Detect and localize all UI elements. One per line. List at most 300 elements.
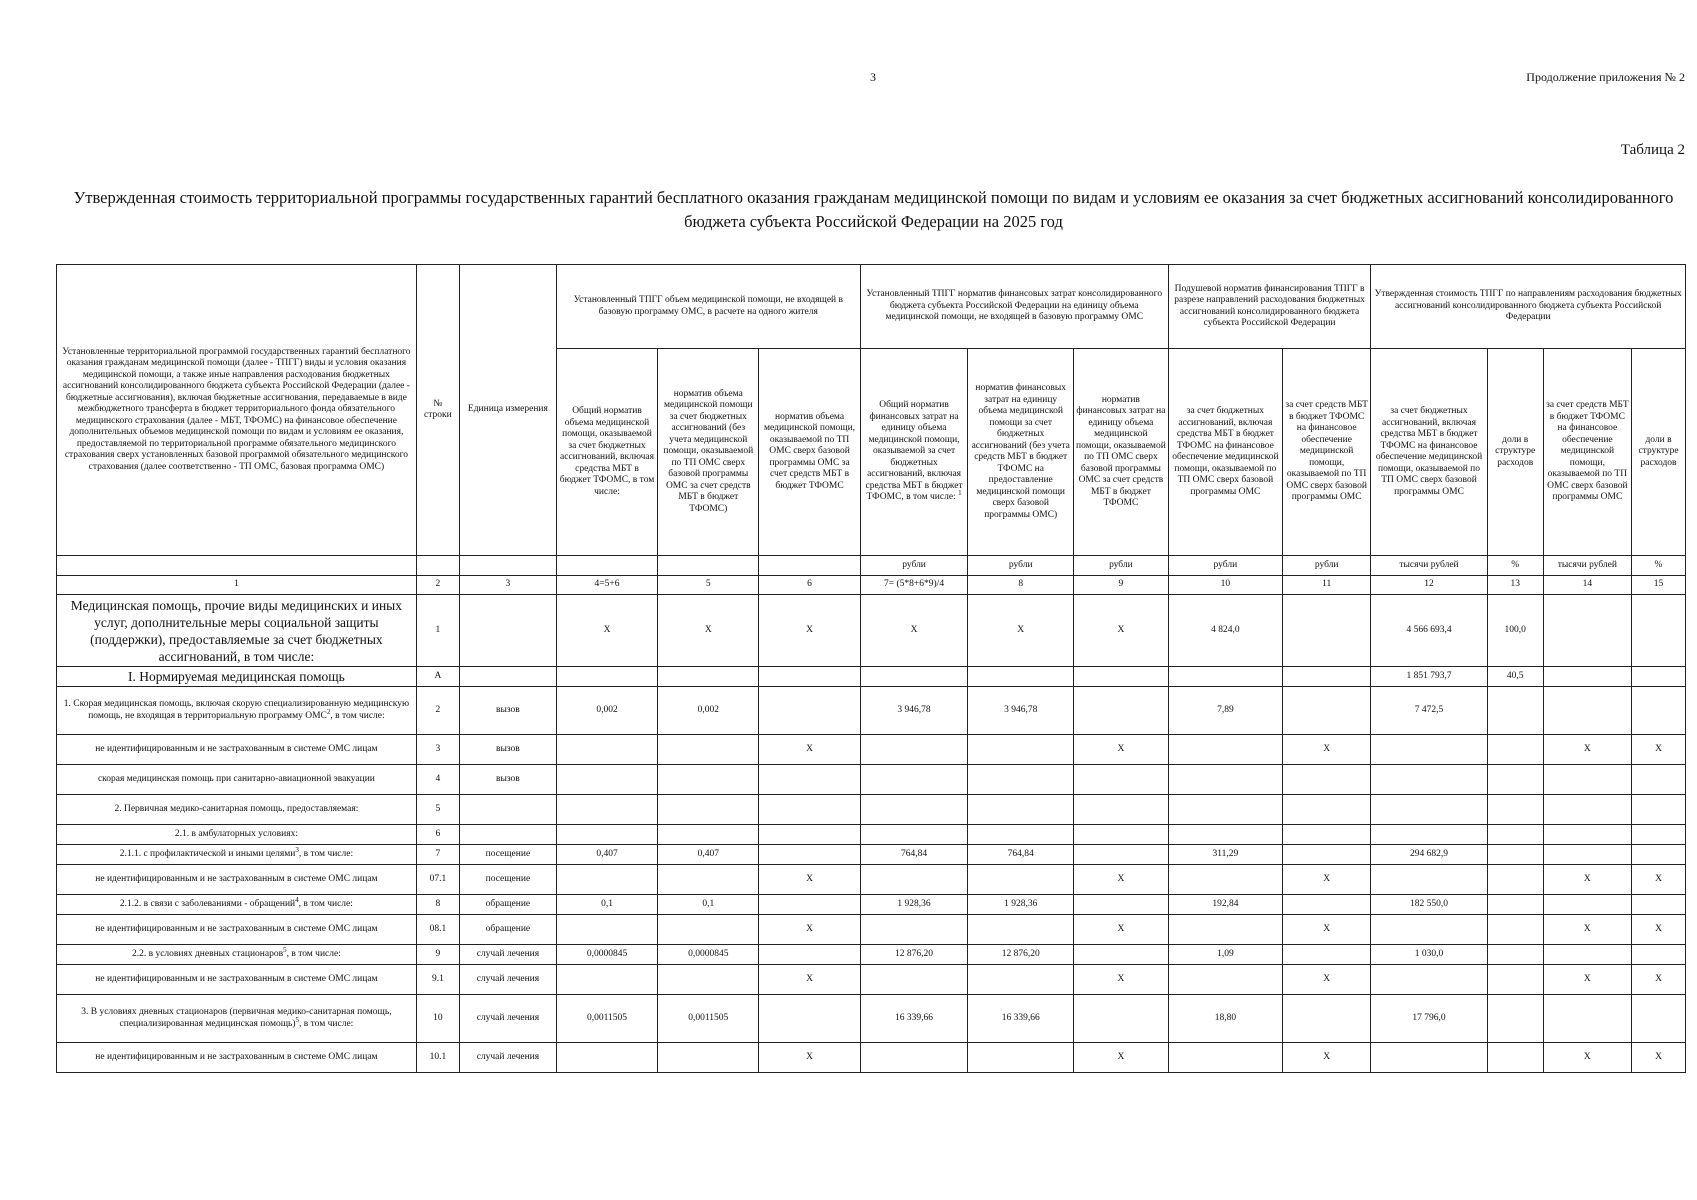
value-cell-col-9 — [1074, 687, 1169, 735]
value-cell-col-9: X — [1074, 865, 1169, 895]
value-cell-col-8 — [968, 667, 1074, 687]
footnote-mark: 3 — [295, 845, 299, 854]
value-cell-col-4 — [556, 667, 657, 687]
value-cell-col-11 — [1282, 945, 1370, 965]
value-cell-col-6: X — [759, 865, 860, 895]
value-cell-col-12 — [1371, 865, 1487, 895]
value-cell-col-6 — [759, 667, 860, 687]
value-cell-col-7: 3 946,78 — [860, 687, 968, 735]
row-label — [57, 915, 417, 945]
table-row — [57, 945, 1686, 965]
units-cell-empty — [57, 556, 417, 576]
value-cell-col-11 — [1282, 895, 1370, 915]
value-cell-col-14 — [1543, 895, 1631, 915]
units-cell-empty — [658, 556, 759, 576]
row-number: 8 — [416, 895, 459, 915]
page-number: 3 — [870, 70, 876, 84]
row-label-text: не идентифицированным и не застрахованным в системе ОМС лицам — [95, 743, 378, 754]
value-cell-col-8 — [968, 865, 1074, 895]
value-cell-col-11: X — [1282, 965, 1370, 995]
row-number: 10 — [416, 995, 459, 1043]
column-number: 8 — [968, 576, 1074, 595]
row-unit — [459, 667, 556, 687]
value-cell-col-6: X — [759, 595, 860, 667]
row-unit: обращение — [459, 915, 556, 945]
value-cell-col-8 — [968, 735, 1074, 765]
col-5-header: норматив объема медицинской помощи за счет бюджетных ассигнований (без учета медицинской помощи, оказываемой по ТП ОМС сверх базовой программы ОМС за счет средств МБТ в бюджет ТФОМС) — [658, 349, 759, 556]
value-cell-col-4: 0,002 — [556, 687, 657, 735]
units-cell: рубли — [1168, 556, 1282, 576]
value-cell-col-7 — [860, 667, 968, 687]
row-number: 1 — [416, 595, 459, 667]
row-label-text: не идентифицированным и не застрахованным в системе ОМС лицам — [95, 873, 378, 884]
value-cell-col-5 — [658, 865, 759, 895]
value-cell-col-10 — [1168, 965, 1282, 995]
value-cell-col-8 — [968, 795, 1074, 825]
row-unit: случай лечения — [459, 995, 556, 1043]
value-cell-col-6: X — [759, 1043, 860, 1073]
column-number: 15 — [1632, 576, 1686, 595]
group-volume-header: Установленный ТПГГ объем медицинской помощи, не входящей в базовую программу ОМС, в расчете на одного жителя — [556, 265, 860, 349]
value-cell-col-11 — [1282, 795, 1370, 825]
value-cell-col-15 — [1632, 895, 1686, 915]
col-1-header: Установленные территориальной программой государственных гарантий бесплатного оказания гражданам медицинской помощи (далее - ТПГГ) виды и условия оказания медицинской помощи, а также иные направления расходования бюджетных ассигнований консолидированного бюджета субъекта Российской Федерации (далее - бюджетные ассигнования), включая бюджетные ассигнования, передаваемые в виде межбюджетного трансферта в бюджет территориального фонда обязательного медицинского страхования (далее - МБТ, ТФОМС) на финансовое обеспечение дополнительных объемов медицинской помощи по видам и условиям ее оказания, предоставляемой по территориальной программе обязательного медицинского страхования сверх установленных базовой программой обязательного медицинского страхования (далее соответственно - ТП ОМС, базовая программа ОМС) — [57, 265, 417, 556]
units-cell-empty — [759, 556, 860, 576]
value-cell-col-7: 16 339,66 — [860, 995, 968, 1043]
row-label — [57, 595, 417, 667]
value-cell-col-12 — [1371, 735, 1487, 765]
value-cell-col-11 — [1282, 595, 1370, 667]
value-cell-col-6: X — [759, 735, 860, 765]
value-cell-col-5: 0,0011505 — [658, 995, 759, 1043]
value-cell-col-13 — [1487, 735, 1543, 765]
value-cell-col-9 — [1074, 667, 1169, 687]
value-cell-col-5 — [658, 915, 759, 945]
row-label-text: 3. В условиях дневных стационаров (первичная медико-санитарная помощь, специализированная медицинская помощь) — [81, 1007, 392, 1029]
col-11-header: за счет средств МБТ в бюджет ТФОМС на финансовое обеспечение медицинской помощи, оказываемой по ТП ОМС сверх базовой программы ОМС — [1282, 349, 1370, 556]
table-row — [57, 865, 1686, 895]
column-number: 4=5+6 — [556, 576, 657, 595]
value-cell-col-10 — [1168, 915, 1282, 945]
col-7-header-text: Общий норматив финансовых затрат на единицу объема медицинской помощи, оказываемой за счет бюджетных ассигнований, включая средства МБТ в бюджет ТФОМС, в том числе: — [865, 400, 963, 503]
footnote-mark: 5 — [283, 945, 287, 954]
row-number: 9.1 — [416, 965, 459, 995]
value-cell-col-11: X — [1282, 865, 1370, 895]
value-cell-col-7: 764,84 — [860, 845, 968, 865]
value-cell-col-14 — [1543, 995, 1631, 1043]
value-cell-col-14 — [1543, 845, 1631, 865]
value-cell-col-5 — [658, 735, 759, 765]
row-label — [57, 995, 417, 1043]
value-cell-col-10 — [1168, 765, 1282, 795]
row-label — [57, 965, 417, 995]
row-number: А — [416, 667, 459, 687]
value-cell-col-12: 1 030,0 — [1371, 945, 1487, 965]
value-cell-col-6 — [759, 895, 860, 915]
column-numbers-row — [57, 576, 1686, 595]
value-cell-col-15: X — [1632, 865, 1686, 895]
units-cell: тысячи рублей — [1371, 556, 1487, 576]
column-number: 6 — [759, 576, 860, 595]
value-cell-col-13 — [1487, 687, 1543, 735]
row-unit: случай лечения — [459, 1043, 556, 1073]
row-label — [57, 735, 417, 765]
value-cell-col-4 — [556, 865, 657, 895]
table-row — [57, 687, 1686, 735]
row-label-text: 2.1.2. в связи с заболеваниями - обращений — [119, 898, 296, 909]
value-cell-col-14: X — [1543, 1043, 1631, 1073]
group-norm-header: Установленный ТПГГ норматив финансовых затрат консолидированного бюджета субъекта Российской Федерации на единицу объема медицинской помощи, не входящей в базовую программу ОМС — [860, 265, 1168, 349]
col-15-header: доли в структуре расходов — [1632, 349, 1686, 556]
col-7-header — [860, 349, 968, 556]
footnote-mark: 4 — [295, 895, 299, 904]
value-cell-col-12: 182 550,0 — [1371, 895, 1487, 915]
value-cell-col-12: 294 682,9 — [1371, 845, 1487, 865]
row-label-text: не идентифицированным и не застрахованным в системе ОМС лицам — [95, 1051, 378, 1062]
row-unit: случай лечения — [459, 945, 556, 965]
table-body — [57, 265, 1686, 1073]
value-cell-col-5: 0,407 — [658, 845, 759, 865]
value-cell-col-8: 3 946,78 — [968, 687, 1074, 735]
row-number: 10.1 — [416, 1043, 459, 1073]
value-cell-col-7 — [860, 1043, 968, 1073]
value-cell-col-10 — [1168, 735, 1282, 765]
value-cell-col-7 — [860, 795, 968, 825]
value-cell-col-10: 1,09 — [1168, 945, 1282, 965]
row-label — [57, 895, 417, 915]
value-cell-col-11 — [1282, 687, 1370, 735]
row-unit — [459, 825, 556, 845]
value-cell-col-5: 0,002 — [658, 687, 759, 735]
value-cell-col-14: X — [1543, 735, 1631, 765]
value-cell-col-4 — [556, 1043, 657, 1073]
row-label — [57, 865, 417, 895]
value-cell-col-14 — [1543, 765, 1631, 795]
value-cell-col-6 — [759, 687, 860, 735]
value-cell-col-10 — [1168, 865, 1282, 895]
value-cell-col-5: 0,0000845 — [658, 945, 759, 965]
value-cell-col-13 — [1487, 765, 1543, 795]
value-cell-col-4: 0,407 — [556, 845, 657, 865]
value-cell-col-13 — [1487, 825, 1543, 845]
value-cell-col-6 — [759, 845, 860, 865]
value-cell-col-6 — [759, 945, 860, 965]
value-cell-col-9 — [1074, 895, 1169, 915]
value-cell-col-5: X — [658, 595, 759, 667]
row-unit: обращение — [459, 895, 556, 915]
value-cell-col-13 — [1487, 1043, 1543, 1073]
value-cell-col-14: X — [1543, 865, 1631, 895]
value-cell-col-15 — [1632, 995, 1686, 1043]
value-cell-col-9 — [1074, 825, 1169, 845]
value-cell-col-14 — [1543, 667, 1631, 687]
row-label-text: скорая медицинская помощь при санитарно-авиационной эвакуации — [97, 773, 375, 784]
row-label — [57, 845, 417, 865]
value-cell-col-15 — [1632, 667, 1686, 687]
value-cell-col-14 — [1543, 687, 1631, 735]
appendix-label: Продолжение приложения № 2 — [1526, 70, 1685, 84]
row-unit: посещение — [459, 845, 556, 865]
value-cell-col-4 — [556, 735, 657, 765]
col-14-header: за счет средств МБТ в бюджет ТФОМС на финансовое обеспечение медицинской помощи, оказываемой по ТП ОМС сверх базовой программы ОМС — [1543, 349, 1631, 556]
value-cell-col-8 — [968, 825, 1074, 845]
value-cell-col-8 — [968, 765, 1074, 795]
row-number: 3 — [416, 735, 459, 765]
col-9-header: норматив финансовых затрат на единицу объема медицинской помощи, оказываемой по ТП ОМС сверх базовой программы ОМС за счет средств МБТ в бюджет ТФОМС — [1074, 349, 1169, 556]
value-cell-col-4: 0,0000845 — [556, 945, 657, 965]
value-cell-col-14 — [1543, 595, 1631, 667]
value-cell-col-4 — [556, 765, 657, 795]
value-cell-col-14 — [1543, 945, 1631, 965]
value-cell-col-12 — [1371, 965, 1487, 995]
value-cell-col-9 — [1074, 795, 1169, 825]
col-3-header: Единица измерения — [459, 265, 556, 556]
row-unit: вызов — [459, 687, 556, 735]
value-cell-col-10: 7,89 — [1168, 687, 1282, 735]
value-cell-col-13 — [1487, 945, 1543, 965]
row-number: 7 — [416, 845, 459, 865]
value-cell-col-9 — [1074, 845, 1169, 865]
value-cell-col-5 — [658, 1043, 759, 1073]
value-cell-col-11 — [1282, 667, 1370, 687]
value-cell-col-14 — [1543, 795, 1631, 825]
row-label-text: 2.1.1. с профилактической и иными целями — [119, 848, 296, 859]
value-cell-col-6 — [759, 795, 860, 825]
column-number: 10 — [1168, 576, 1282, 595]
value-cell-col-7 — [860, 765, 968, 795]
value-cell-col-10: 18,80 — [1168, 995, 1282, 1043]
col-2-header: № строки — [416, 265, 459, 556]
value-cell-col-7 — [860, 735, 968, 765]
value-cell-col-13: 40,5 — [1487, 667, 1543, 687]
value-cell-col-15 — [1632, 765, 1686, 795]
column-number: 13 — [1487, 576, 1543, 595]
value-cell-col-10: 4 824,0 — [1168, 595, 1282, 667]
value-cell-col-4 — [556, 965, 657, 995]
table-row — [57, 595, 1686, 667]
row-number: 08.1 — [416, 915, 459, 945]
value-cell-col-13 — [1487, 845, 1543, 865]
column-number: 2 — [416, 576, 459, 595]
value-cell-col-7: X — [860, 595, 968, 667]
document-title: Утвержденная стоимость территориальной программы государственных гарантий бесплатного оказания гражданам медицинской помощи по видам и условиям ее оказания за счет бюджетных ассигнований консолидированного бюджета субъекта Российской Федерации на 2025 год — [73, 188, 1674, 231]
value-cell-col-11 — [1282, 995, 1370, 1043]
row-number: 9 — [416, 945, 459, 965]
value-cell-col-13 — [1487, 895, 1543, 915]
value-cell-col-14: X — [1543, 915, 1631, 945]
value-cell-col-15: X — [1632, 915, 1686, 945]
col-6-header: норматив объема медицинской помощи, оказываемой по ТП ОМС сверх базовой программы ОМС за счет средств МБТ в бюджет ТФОМС — [759, 349, 860, 556]
row-unit: посещение — [459, 865, 556, 895]
value-cell-col-11: X — [1282, 1043, 1370, 1073]
row-label-suffix: , в том числе: — [330, 710, 385, 721]
table-row — [57, 995, 1686, 1043]
column-number: 11 — [1282, 576, 1370, 595]
table-row — [57, 915, 1686, 945]
value-cell-col-7 — [860, 865, 968, 895]
table-row — [57, 965, 1686, 995]
value-cell-col-12 — [1371, 915, 1487, 945]
units-cell: тысячи рублей — [1543, 556, 1631, 576]
value-cell-col-12 — [1371, 1043, 1487, 1073]
value-cell-col-5 — [658, 795, 759, 825]
row-label — [57, 945, 417, 965]
table-row — [57, 825, 1686, 845]
units-cell-empty — [556, 556, 657, 576]
table-row — [57, 735, 1686, 765]
value-cell-col-9: X — [1074, 1043, 1169, 1073]
value-cell-col-15: X — [1632, 735, 1686, 765]
row-number: 6 — [416, 825, 459, 845]
row-unit — [459, 795, 556, 825]
value-cell-col-10 — [1168, 825, 1282, 845]
value-cell-col-12: 4 566 693,4 — [1371, 595, 1487, 667]
cost-table — [56, 264, 1686, 1073]
group-percapita-header: Подушевой норматив финансирования ТПГГ в разрезе направлений расходования бюджетных ассигнований консолидированного бюджета субъекта Российской Федерации — [1168, 265, 1371, 349]
value-cell-col-7 — [860, 965, 968, 995]
value-cell-col-8: X — [968, 595, 1074, 667]
value-cell-col-12 — [1371, 825, 1487, 845]
header-row-groups — [57, 265, 1686, 349]
value-cell-col-9: X — [1074, 595, 1169, 667]
column-number: 14 — [1543, 576, 1631, 595]
value-cell-col-9: X — [1074, 965, 1169, 995]
value-cell-col-13 — [1487, 965, 1543, 995]
value-cell-col-8: 12 876,20 — [968, 945, 1074, 965]
column-number: 12 — [1371, 576, 1487, 595]
value-cell-col-11 — [1282, 765, 1370, 795]
value-cell-col-5: 0,1 — [658, 895, 759, 915]
row-label-suffix: , в том числе: — [286, 948, 341, 959]
column-number: 7= (5*8+6*9)/4 — [860, 576, 968, 595]
row-label-suffix: , в том числе: — [298, 848, 354, 859]
value-cell-col-6: X — [759, 965, 860, 995]
row-label — [57, 795, 417, 825]
column-number: 1 — [57, 576, 417, 595]
value-cell-col-9: X — [1074, 735, 1169, 765]
value-cell-col-8: 764,84 — [968, 845, 1074, 865]
col-7-footnote: 1 — [958, 489, 962, 498]
table-row — [57, 765, 1686, 795]
value-cell-col-7 — [860, 915, 968, 945]
row-number: 4 — [416, 765, 459, 795]
value-cell-col-14 — [1543, 825, 1631, 845]
row-label-text: не идентифицированным и не застрахованным в системе ОМС лицам — [95, 923, 378, 934]
footnote-mark: 2 — [326, 707, 331, 716]
row-label — [57, 687, 417, 735]
row-label — [57, 825, 417, 845]
value-cell-col-15 — [1632, 945, 1686, 965]
value-cell-col-13 — [1487, 995, 1543, 1043]
value-cell-col-5 — [658, 825, 759, 845]
value-cell-col-10 — [1168, 1043, 1282, 1073]
units-cell: рубли — [860, 556, 968, 576]
value-cell-col-8 — [968, 965, 1074, 995]
value-cell-col-15 — [1632, 687, 1686, 735]
table-row — [57, 1043, 1686, 1073]
value-cell-col-6: X — [759, 915, 860, 945]
row-unit: вызов — [459, 735, 556, 765]
value-cell-col-6 — [759, 825, 860, 845]
row-label-suffix: , в том числе: — [299, 1018, 354, 1029]
value-cell-col-6 — [759, 995, 860, 1043]
value-cell-col-4 — [556, 915, 657, 945]
value-cell-col-9 — [1074, 765, 1169, 795]
value-cell-col-5 — [658, 765, 759, 795]
value-cell-col-7: 12 876,20 — [860, 945, 968, 965]
value-cell-col-9: X — [1074, 915, 1169, 945]
units-cell: рубли — [1074, 556, 1169, 576]
value-cell-col-15 — [1632, 825, 1686, 845]
value-cell-col-10 — [1168, 795, 1282, 825]
value-cell-col-5 — [658, 965, 759, 995]
row-label-text: Медицинская помощь, прочие виды медицинских и иных услуг, дополнительные меры социальной защиты (поддержки), предоставляемые за счет бюджетных ассигнований, в том числе: — [70, 597, 403, 664]
row-unit: вызов — [459, 765, 556, 795]
col-10-header: за счет бюджетных ассигнований, включая средства МБТ в бюджет ТФОМС на финансовое обеспечение медицинской помощи, оказываемой по ТП ОМС сверх базовой программы ОМС — [1168, 349, 1282, 556]
units-cell: % — [1632, 556, 1686, 576]
column-number: 9 — [1074, 576, 1169, 595]
value-cell-col-13 — [1487, 915, 1543, 945]
table-row — [57, 667, 1686, 687]
value-cell-col-15: X — [1632, 1043, 1686, 1073]
value-cell-col-13 — [1487, 795, 1543, 825]
col-12-header: за счет бюджетных ассигнований, включая средства МБТ в бюджет ТФОМС на финансовое обеспечение медицинской помощи, оказываемой по ТП ОМС сверх базовой программы ОМС — [1371, 349, 1487, 556]
value-cell-col-5 — [658, 667, 759, 687]
col-4-header: Общий норматив объема медицинской помощи, оказываемой за счет бюджетных ассигнований, включая средства МБТ в бюджет ТФОМС, в том числе: — [556, 349, 657, 556]
value-cell-col-4: X — [556, 595, 657, 667]
value-cell-col-9 — [1074, 945, 1169, 965]
value-cell-col-11: X — [1282, 735, 1370, 765]
value-cell-col-4: 0,1 — [556, 895, 657, 915]
value-cell-col-15 — [1632, 845, 1686, 865]
row-unit — [459, 595, 556, 667]
row-label-text: 2.2. в условиях дневных стационаров — [131, 948, 284, 959]
units-cell-empty — [416, 556, 459, 576]
row-label — [57, 1043, 417, 1073]
row-label-text: не идентифицированным и не застрахованным в системе ОМС лицам — [95, 973, 378, 984]
table-row — [57, 895, 1686, 915]
col-13-header: доли в структуре расходов — [1487, 349, 1543, 556]
table-label: Таблица 2 — [1620, 142, 1685, 158]
table-row — [57, 845, 1686, 865]
value-cell-col-13: 100,0 — [1487, 595, 1543, 667]
value-cell-col-11 — [1282, 845, 1370, 865]
value-cell-col-10: 311,29 — [1168, 845, 1282, 865]
row-label-text: 1. Скорая медицинская помощь, включая скорую специализированную медицинскую помощь, не входящая в территориальную программу ОМС — [63, 699, 410, 721]
value-cell-col-12: 1 851 793,7 — [1371, 667, 1487, 687]
row-label-suffix: , в том числе: — [298, 898, 353, 909]
column-number: 3 — [459, 576, 556, 595]
value-cell-col-10 — [1168, 667, 1282, 687]
value-cell-col-12: 7 472,5 — [1371, 687, 1487, 735]
value-cell-col-8 — [968, 915, 1074, 945]
group-cost-header: Утвержденная стоимость ТПГГ по направлениям расходования бюджетных ассигнований консолидированного бюджета субъекта Российской Федерации — [1371, 265, 1686, 349]
table-row — [57, 795, 1686, 825]
value-cell-col-4 — [556, 825, 657, 845]
row-label-text: I. Нормируемая медицинская помощь — [127, 669, 345, 684]
value-cell-col-9 — [1074, 995, 1169, 1043]
value-cell-col-14: X — [1543, 965, 1631, 995]
footnote-mark: 5 — [295, 1015, 300, 1024]
value-cell-col-8 — [968, 1043, 1074, 1073]
row-label — [57, 667, 417, 687]
col-8-header: норматив финансовых затрат на единицу объема медицинской помощи за счет бюджетных ассигнований (без учета средств МБТ в бюджет ТФОМС на предоставление медицинской помощи сверх базовой программы ОМС) — [968, 349, 1074, 556]
value-cell-col-12: 17 796,0 — [1371, 995, 1487, 1043]
row-label-text: 2. Первичная медико-санитарная помощь, предоставляемая: — [114, 803, 359, 814]
units-cell: рубли — [1282, 556, 1370, 576]
units-cell: рубли — [968, 556, 1074, 576]
value-cell-col-15: X — [1632, 965, 1686, 995]
